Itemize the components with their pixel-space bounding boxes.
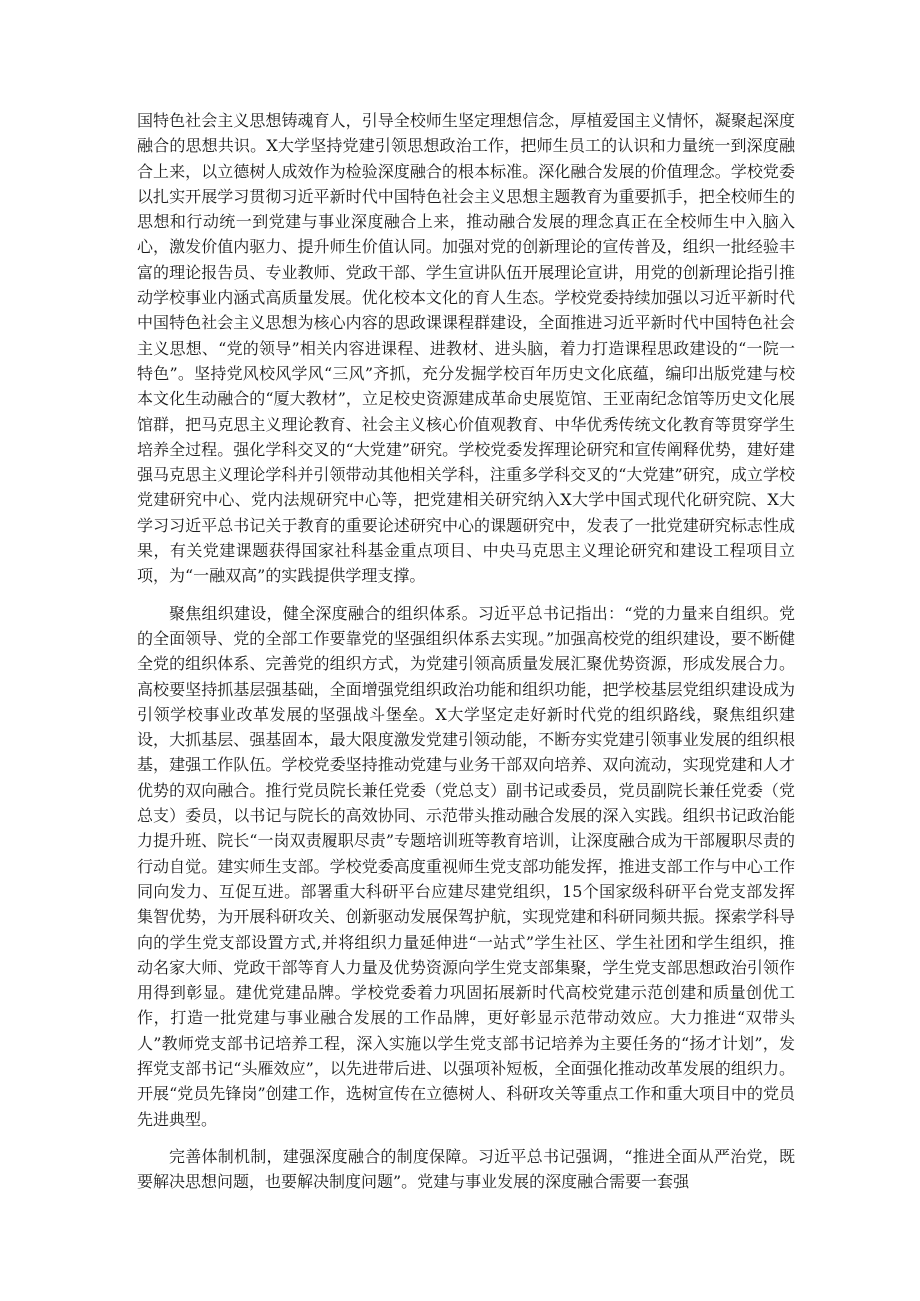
- paragraph-organization: 聚焦组织建设，健全深度融合的组织体系。习近平总书记指出：“党的力量来自组织。党的全面领导、党的全部工作要靠党的坚强组织体系去实现。”加强高校党的组织建设，要不断健全党的组织体系、完善党的组织方式，为党建引领高质量发展汇聚优势资源，形成发展合力。高校要坚持抓基层强基础，全面增强党组织政治功能和组织功能，把学校基层党组织建设成为引领学校事业改革发展的坚强战斗堡垒。X大学坚定走好新时代党的组织路线，聚焦组织建设，大抓基层、强基固本，最大限度激发党建引领动能，不断夯实党建引领事业发展的组织根基，建强工作队伍。学校党委坚持推动党建与业务干部双向培养、双向流动，实现党建和人才优势的双向融合。推行党员院长兼任党委（党总支）副书记或委员，党员副院长兼任党委（党总支）委员，以书记与院长的高效协同、示范带头推动融合发展的深入实践。组织书记政治能力提升班、院长“一岗双责履职尽责”专题培训班等教育培训，让深度融合成为干部履职尽责的行动自觉。建实师生支部。学校党委高度重视师生党支部功能发挥，推进支部工作与中心工作同向发力、互促互进。部署重大科研平台应建尽建党组织，15个国家级科研平台党支部发挥集智优势，为开展科研攻关、创新驱动发展保驾护航，实现党建和科研同频共振。探索学科导向的学生党支部设置方式,并将组织力量延伸进“一站式”学生社区、学生社团和学生组织，推动名家大师、党政干部等育人力量及优势资源向学生党支部集聚，学生党支部思想政治引领作用得到彰显。建优党建品牌。学校党委着力巩固拓展新时代高校党建示范创建和质量创优工作，打造一批党建与事业融合发展的工作品牌，更好彰显示范带动效应。大力推进“双带头人”教师党支部书记培养工程，深入实施以学生党支部书记培养为主要任务的“扬才计划”，发挥党支部书记“头雁效应”，以先进带后进、以强项补短板，全面强化推动改革发展的组织力。开展“党员先锋岗”创建工作，选树宣传在立德树人、科研攻关等重点工作和重大项目中的党员先进典型。: [137, 603, 795, 1129]
- document-body: [137, 108, 795, 1194]
- paragraph-institution: 完善体制机制，建强深度融合的制度保障。习近平总书记强调，“推进全面从严治党，既要解决思想问题，也要解决制度问题”。党建与事业发展的深度融合需要一套强: [137, 1146, 795, 1192]
- paragraph-ideology: 国特色社会主义思想铸魂育人，引导全校师生坚定理想信念，厚植爱国主义情怀，凝聚起深度融合的思想共识。X大学坚持党建引领思想政治工作，把师生员工的认识和力量统一到深度融合上来，以立德树人成效作为检验深度融合的根本标准。深化融合发展的价值理念。学校党委以扎实开展学习贯彻习近平新时代中国特色社会主义思想主题教育为重要抓手，把全校师生的思想和行动统一到党建与事业深度融合上来，推动融合发展的理念真正在全校师生中入脑入心，激发价值内驱力、提升师生价值认同。加强对党的创新理论的宣传普及，组织一批经验丰富的理论报告员、专业教师、党政干部、学生宣讲队伍开展理论宣讲，用党的创新理论指引推动学校事业内涵式高质量发展。优化校本文化的育人生态。学校党委持续加强以习近平新时代中国特色社会主义思想为核心内容的思政课课程群建设，全面推进习近平新时代中国特色社会主义思想、“党的领导”相关内容进课程、进教材、进头脑，着力打造课程思政建设的“一院一特色”。坚持党风校风学风“三风”齐抓，充分发掘学校百年历史文化底蕴，编印出版党建与校本文化生动融合的“厦大教材”，立足校史资源建成革命史展览馆、王亚南纪念馆等历史文化展馆群，把马克思主义理论教育、社会主义核心价值观教育、中华优秀传统文化教育等贯穿学生培养全过程。强化学科交叉的“大党建”研究。学校党委发挥理论研究和宣传阐释优势，建好建强马克思主义理论学科并引领带动其他相关学科，注重多学科交叉的“大党建”研究，成立学校党建研究中心、党内法规研究中心等，把党建相关研究纳入X大学中国式现代化研究院、X大学习习近平总书记关于教育的重要论述研究中心的课题研究中，发表了一批党建研究标志性成果，有关党建课题获得国家社科基金重点项目、中央马克思主义理论研究和建设工程项目立项，为“一融双高”的实践提供学理支撑。: [137, 111, 795, 586]
